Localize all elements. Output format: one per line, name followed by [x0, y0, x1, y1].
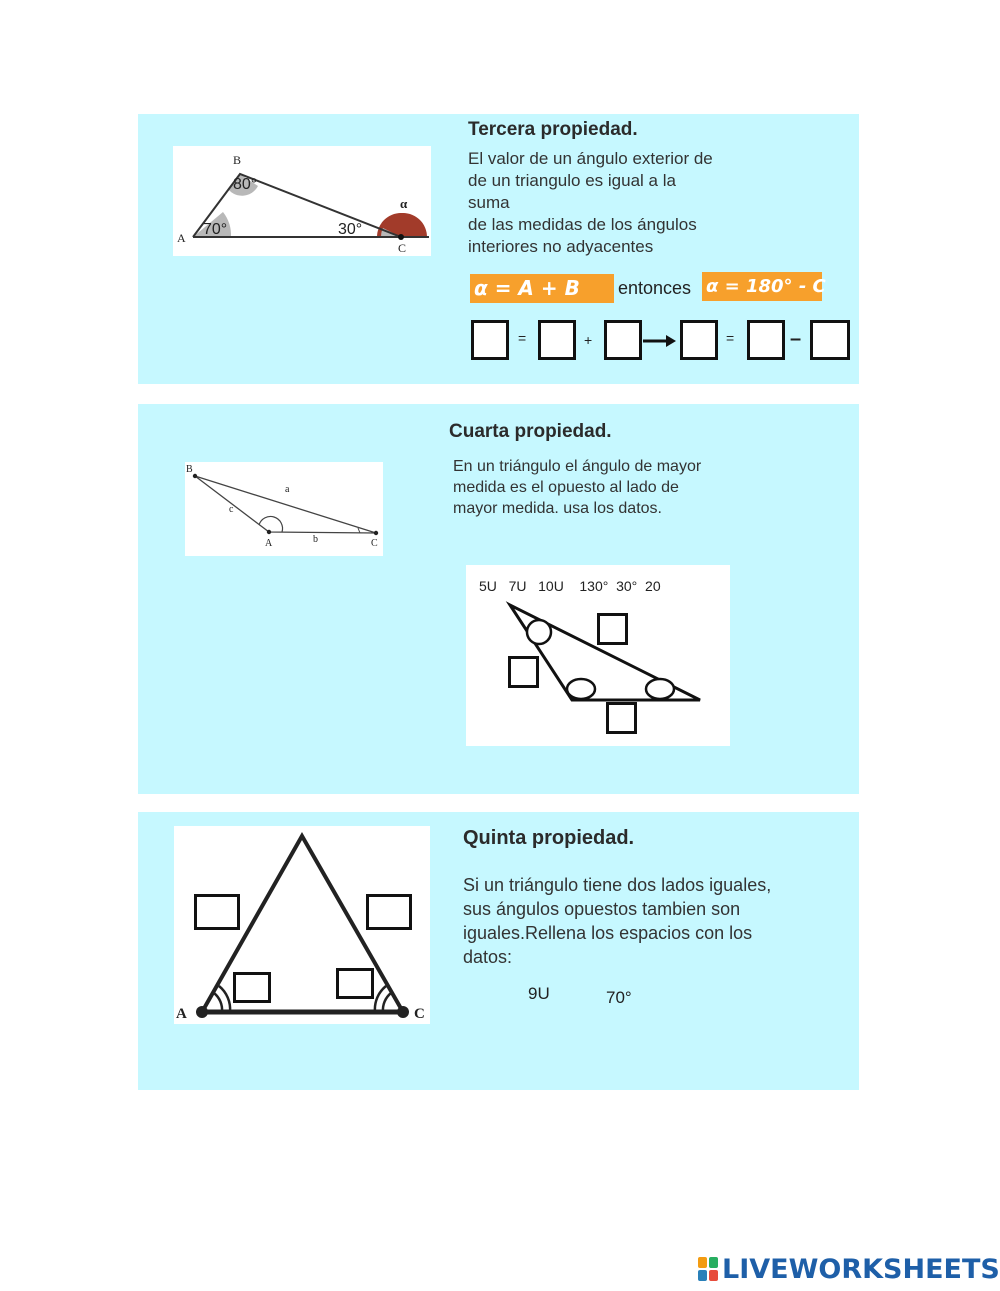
side-b-label: b	[313, 534, 318, 545]
angle-c-value: 30°	[338, 221, 363, 238]
fourth-property-title: Cuarta propiedad.	[449, 421, 612, 442]
fifth-property-panel	[138, 812, 859, 1090]
answer-box-6[interactable]	[810, 320, 850, 360]
vertex-a-label: A	[177, 231, 186, 245]
vertex-c-label: C	[371, 538, 378, 549]
answer-box-2[interactable]	[538, 320, 576, 360]
left-angle-answer-box[interactable]	[233, 972, 271, 1003]
exercise-triangle	[466, 565, 730, 746]
right-side-answer-box[interactable]	[366, 894, 412, 930]
vertex-a-label: A	[265, 538, 273, 549]
fourth-property-figure	[185, 462, 383, 556]
scalene-triangle-diagram	[185, 462, 383, 556]
third-property-figure	[173, 146, 431, 256]
answer-box-5[interactable]	[747, 320, 785, 360]
side-a-label: a	[285, 484, 290, 495]
vertex-b-label: B	[233, 153, 242, 167]
answer-box-3[interactable]	[604, 320, 642, 360]
left-side-answer-box[interactable]	[194, 894, 240, 930]
vertex-a-label: A	[176, 1006, 187, 1022]
equals-sign-1: =	[518, 330, 527, 346]
fourth-property-description: En un triángulo el ángulo de mayor medida es el opuesto al lado de mayor medida. usa los datos.	[453, 458, 702, 517]
angle-a-value: 70°	[203, 221, 228, 238]
connector-text: entonces	[618, 278, 692, 298]
vertex-c-dot	[398, 234, 404, 240]
third-property-description: El valor de un ángulo exterior de de un triangulo es igual a la suma de las medidas de los ángulos interiores no adyacentes	[468, 149, 713, 256]
right-angle-answer-box[interactable]	[336, 968, 374, 999]
data-value-9u: 9U	[528, 984, 550, 1003]
data-options: 5U 7U 10U 130° 30° 20	[479, 578, 661, 594]
fifth-property-figure	[174, 826, 430, 1024]
vertex-c-label: C	[414, 1006, 425, 1022]
liveworksheets-logo-icon	[697, 1256, 719, 1282]
vertex-c-label: C	[398, 241, 407, 255]
side-c-label: c	[229, 504, 234, 515]
third-property-panel	[138, 114, 859, 384]
formula-alpha-supplement: α = 180° - C	[702, 272, 822, 301]
vertex-b-label: B	[186, 464, 193, 475]
data-value-70: 70°	[606, 988, 632, 1007]
plus-sign: +	[584, 332, 593, 348]
answer-box-1[interactable]	[471, 320, 509, 360]
fourth-property-panel	[138, 404, 859, 794]
angle-b-value: 80°	[233, 176, 258, 193]
equals-sign-2: =	[726, 330, 735, 346]
side-answer-box-bottom[interactable]	[606, 702, 637, 734]
fifth-property-title: Quinta propiedad.	[463, 827, 635, 849]
fourth-exercise-figure	[466, 565, 730, 746]
third-property-title: Tercera propiedad.	[468, 119, 638, 140]
side-answer-box-top[interactable]	[597, 613, 628, 645]
liveworksheets-logo	[697, 1253, 1000, 1285]
answer-box-4[interactable]	[680, 320, 718, 360]
exterior-angle-label: α	[400, 196, 408, 211]
side-answer-box-left[interactable]	[508, 656, 539, 688]
minus-sign: –	[790, 328, 802, 350]
formula-alpha-sum: α = A + B	[470, 274, 614, 303]
fifth-property-description: Si un triángulo tiene dos lados iguales, sus ángulos opuestos tambien son iguales.Rellena los espacios con los datos:	[463, 875, 772, 967]
liveworksheets-logo-text: LIVEWORKSHEETS	[722, 1253, 1000, 1285]
triangle-exterior-angle-diagram	[173, 146, 431, 256]
